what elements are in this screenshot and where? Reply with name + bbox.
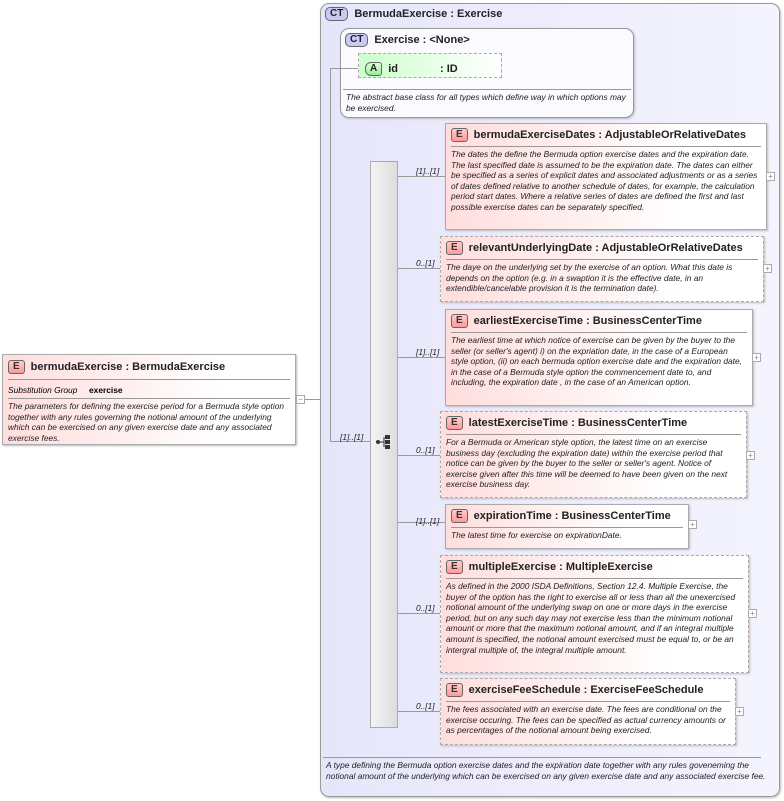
child-element-exerciseFeeSchedule[interactable] bbox=[440, 678, 736, 745]
element-badge: E bbox=[446, 241, 463, 255]
expand-plus-icon[interactable]: + bbox=[763, 264, 772, 273]
connector bbox=[330, 68, 358, 69]
base-type-description: The abstract base class for all types which define way in which options may be exercised. bbox=[346, 92, 626, 113]
divider bbox=[323, 757, 761, 758]
substitution-group-label: Substitution Group bbox=[8, 385, 78, 395]
base-type-header bbox=[345, 33, 470, 47]
complex-type-description: A type defining the Bermuda option exercise dates and the expiration date together with any rules goveneming the notional amount of the underlying which can be exercised on any given exercise date and any associated exercise fee. bbox=[326, 760, 766, 781]
child-title: exerciseFeeSchedule : ExerciseFeeSchedule bbox=[468, 683, 704, 696]
collapse-icon[interactable]: − bbox=[296, 395, 305, 404]
connector bbox=[330, 68, 331, 441]
element-badge: E bbox=[446, 683, 463, 697]
child-title: relevantUnderlyingDate : AdjustableOrRelativeDates bbox=[468, 241, 743, 254]
expand-plus-icon[interactable]: + bbox=[752, 353, 761, 362]
sequence-multiplicity: [1]..[1] bbox=[340, 432, 364, 442]
child-description: As defined in the 2000 ISDA Definitions, Section 12.4. Multiple Exercise, the buyer of the option has the right to exercise all or less than all the unexercised notional amount of the underlying swap on one or more days in the exercise period, but on any such day may not exercise less than the minimum notional amount or more that the maximum notional amount, and if an integral multiple amount is specified, the notional amount exercised must be equal to, or be an intergral multiple of, the integral multiple amount. bbox=[446, 581, 736, 655]
child-description: The fees associated with an exercise date. The fees are conditional on the exercise occuring. The fees can be specified as actual currency amounts or as percentages of the notional amount being exercised. bbox=[446, 704, 726, 736]
child-description: The dates the define the Bermuda option exercise dates and the expiration date. The last specified date is assumed to be the expiration date. The dates can either be specified as a series of explicit dates and associated adjustments or as a series of dates defined relative to another schedule of dates, for example, the calculation period start dates. Where a relative series of dates are defined the first and last possible exercise dates can be separately specified. bbox=[451, 149, 758, 212]
child-multiplicity: [1]..[1] bbox=[416, 347, 440, 357]
attribute-icon: A bbox=[365, 62, 382, 76]
substitution-group-value: exercise bbox=[89, 385, 123, 395]
expand-plus-icon[interactable]: + bbox=[735, 707, 744, 716]
sequence-compositor-icon[interactable] bbox=[375, 434, 393, 450]
child-element-relevantUnderlyingDate[interactable] bbox=[440, 236, 764, 302]
child-title: latestExerciseTime : BusinessCenterTime bbox=[468, 416, 688, 429]
expand-plus-icon[interactable]: + bbox=[766, 172, 775, 181]
element-badge: E bbox=[451, 509, 468, 523]
child-description: The daye on the underlying set by the exercise of an option. What this date is depends on the option (e.g. in a swaption it is the effective date, in an extendible/cancelable provision it is the termination date). bbox=[446, 262, 733, 294]
connector bbox=[305, 399, 320, 400]
connector bbox=[398, 268, 440, 269]
connector bbox=[398, 357, 445, 358]
child-multiplicity: [1]..[1] bbox=[416, 166, 440, 176]
complex-type-extension-icon: CT bbox=[325, 7, 348, 21]
child-description: For a Bermuda or American style option, the latest time on an exercise business day (excluding the expiration date) within the exercise period that notice can be given by the buyer to the seller or seller's agent. Notice of exercise given after this time will be deemed to have been given on the next exercise business day. bbox=[446, 437, 728, 490]
child-title: bermudaExerciseDates : AdjustableOrRelativeDates bbox=[473, 128, 746, 141]
expand-plus-icon[interactable]: + bbox=[688, 520, 697, 529]
child-title: earliestExerciseTime : BusinessCenterTime bbox=[473, 314, 702, 327]
element-badge: E bbox=[451, 128, 468, 142]
connector bbox=[398, 613, 440, 614]
child-multiplicity: [1]..[1] bbox=[416, 516, 440, 526]
child-element-multipleExercise[interactable] bbox=[440, 555, 749, 673]
attribute-name: id bbox=[388, 63, 399, 75]
child-element-latestExerciseTime[interactable] bbox=[440, 411, 747, 498]
divider bbox=[343, 89, 631, 90]
connector bbox=[398, 176, 445, 177]
child-multiplicity: 0..[1] bbox=[416, 701, 435, 711]
child-multiplicity: 0..[1] bbox=[416, 258, 435, 268]
child-description: The earliest time at which notice of exercise can be given by the buyer to the seller (or seller's agent) i) on the expriation date, in the case of a European style option, (ii) on each bermuda option exercise date and the expiration date, in the case of a Bermuda style option the commencement date to, and including, the expiration date , in the case of an American option. bbox=[451, 335, 742, 388]
complex-type-title: BermudaExercise : Exercise bbox=[354, 7, 503, 20]
complex-type-header bbox=[325, 7, 502, 21]
root-element-box[interactable] bbox=[2, 354, 296, 445]
element-badge: E bbox=[446, 416, 463, 430]
expand-plus-icon[interactable]: + bbox=[748, 609, 757, 618]
attribute-id[interactable] bbox=[358, 53, 502, 78]
child-multiplicity: 0..[1] bbox=[416, 603, 435, 613]
root-element-description: The parameters for defining the exercise period for a Bermuda style option together with any rules governing the notional amount of the underlying which can be exercised on any given exercise date and any associated exercise fees. bbox=[8, 401, 285, 443]
complex-type-icon: CT bbox=[345, 33, 368, 47]
child-element-bermudaExerciseDates[interactable] bbox=[445, 123, 767, 230]
child-multiplicity: 0..[1] bbox=[416, 445, 435, 455]
element-badge: E bbox=[451, 314, 468, 328]
expand-plus-icon[interactable]: + bbox=[746, 451, 755, 460]
child-title: expirationTime : BusinessCenterTime bbox=[473, 509, 671, 522]
connector bbox=[398, 455, 440, 456]
child-element-expirationTime[interactable] bbox=[445, 504, 689, 549]
attribute-type: : ID bbox=[440, 63, 458, 75]
child-element-earliestExerciseTime[interactable] bbox=[445, 309, 753, 406]
connector bbox=[398, 711, 440, 712]
child-title: multipleExercise : MultipleExercise bbox=[468, 560, 653, 573]
child-description: The latest time for exercise on expirationDate. bbox=[451, 530, 622, 540]
element-badge: E bbox=[8, 360, 25, 374]
base-type-title: Exercise : <None> bbox=[374, 33, 470, 46]
root-element-title: bermudaExercise : BermudaExercise bbox=[30, 360, 226, 373]
element-badge: E bbox=[446, 560, 463, 574]
